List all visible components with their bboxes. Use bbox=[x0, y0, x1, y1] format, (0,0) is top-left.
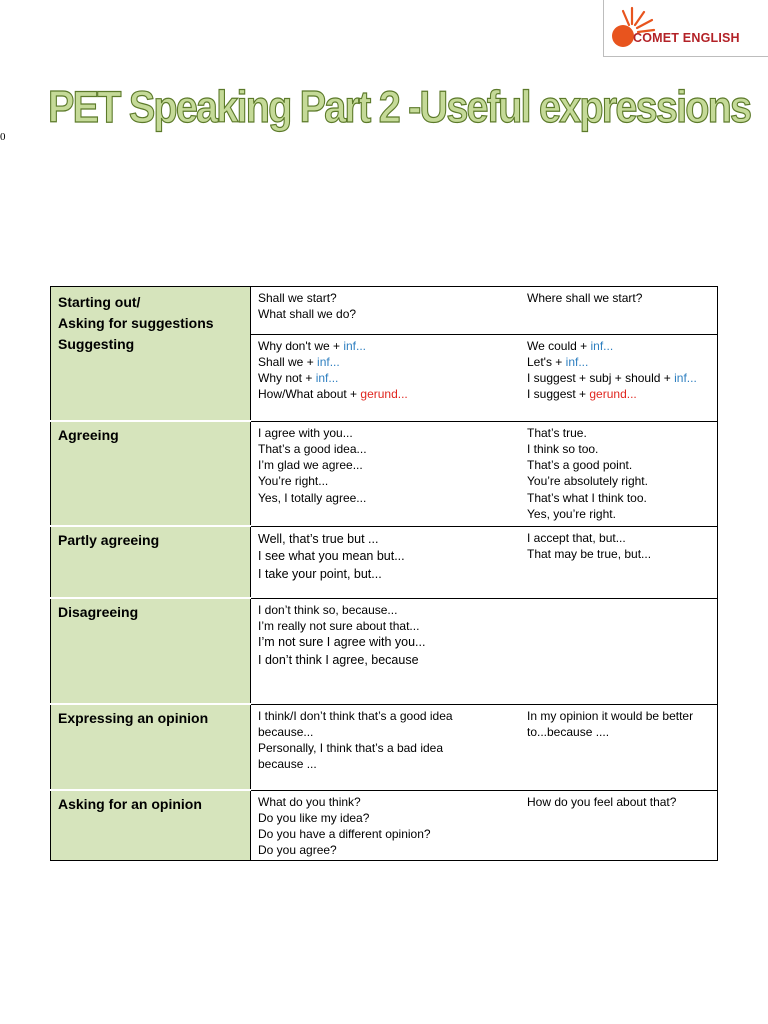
expression bbox=[527, 370, 717, 386]
expression: You’re right... bbox=[258, 474, 329, 489]
expression-text: We could + bbox=[527, 338, 591, 353]
expression: Do you agree? bbox=[258, 843, 337, 858]
expression: I see what you mean but... bbox=[258, 549, 405, 563]
expressions-col1 bbox=[251, 790, 521, 860]
category-cell bbox=[51, 421, 251, 526]
expression-text: How/What about + bbox=[258, 387, 361, 402]
expression: Personally, I think that’s a bad idea bbox=[258, 741, 444, 756]
expressions-col1 bbox=[251, 287, 521, 335]
expression: Do you have a different opinion? bbox=[258, 827, 431, 842]
grammar-tag: inf... bbox=[315, 371, 339, 386]
expressions-col2 bbox=[520, 287, 718, 335]
expressions-col2 bbox=[520, 526, 718, 598]
expression: because... bbox=[258, 724, 314, 739]
expression: Shall we start? bbox=[258, 291, 337, 305]
expression: In my opinion it would be better bbox=[527, 708, 694, 723]
page-title: PET Speaking Part 2 -Useful expressions bbox=[48, 82, 751, 133]
expression: Yes, you’re right. bbox=[527, 506, 616, 521]
expression: I’m really not sure about that... bbox=[258, 618, 420, 633]
grammar-tag: inf... bbox=[343, 338, 367, 353]
expression: I think/I don’t think that’s a good idea bbox=[258, 708, 453, 723]
expression: That’s true. bbox=[527, 425, 587, 440]
expression: I accept that, but... bbox=[527, 530, 626, 545]
expression: How do you feel about that? bbox=[527, 794, 677, 809]
grammar-tag: gerund... bbox=[589, 387, 637, 402]
expressions-col1 bbox=[251, 526, 521, 598]
expression: I’m glad we agree... bbox=[258, 458, 363, 473]
expression bbox=[258, 354, 520, 370]
expression: Yes, I totally agree... bbox=[258, 490, 367, 505]
expression-text: Why not + bbox=[258, 371, 316, 386]
table-row bbox=[51, 598, 718, 704]
table-row bbox=[51, 287, 718, 335]
expression: That’s a good idea... bbox=[258, 441, 367, 456]
category-cell bbox=[51, 334, 251, 421]
category-label: Partly agreeing bbox=[58, 532, 160, 548]
expression: I don’t think I agree, because bbox=[258, 652, 419, 667]
expressions-col2 bbox=[520, 421, 718, 526]
grammar-tag: inf... bbox=[590, 338, 614, 353]
table-row bbox=[51, 334, 718, 421]
expression: That’s what I think too. bbox=[527, 490, 647, 505]
table-row bbox=[51, 526, 718, 598]
margin-mark: 0 bbox=[0, 131, 6, 143]
expression: I take your point, but... bbox=[258, 566, 382, 581]
category-cell bbox=[51, 287, 251, 335]
expression: I don’t think so, because... bbox=[258, 602, 398, 617]
expression: I agree with you... bbox=[258, 425, 353, 440]
expressions-col2 bbox=[520, 334, 718, 421]
expression-text: I suggest + subj + should + bbox=[527, 371, 675, 386]
grammar-tag: inf... bbox=[317, 354, 340, 369]
grammar-tag: gerund... bbox=[360, 387, 408, 402]
category-cell bbox=[51, 598, 251, 704]
expressions-table bbox=[50, 286, 718, 861]
category-label: Disagreeing bbox=[58, 604, 139, 620]
expression: What shall we do? bbox=[258, 307, 357, 322]
expression-text: Shall we + bbox=[258, 354, 318, 369]
expression-text: Why don't we + bbox=[258, 338, 344, 353]
expression: That’s a good point. bbox=[527, 458, 633, 473]
expression bbox=[258, 370, 520, 386]
category-label: Expressing an opinion bbox=[58, 710, 209, 726]
expression: Where shall we start? bbox=[527, 291, 643, 305]
expression bbox=[527, 354, 717, 370]
expression: because ... bbox=[258, 757, 317, 772]
expression: Do you like my idea? bbox=[258, 810, 370, 825]
category-label: Agreeing bbox=[58, 427, 119, 443]
table-row bbox=[51, 421, 718, 526]
category-label: Starting out/ bbox=[58, 294, 141, 310]
category-label-line2: Asking for suggestions bbox=[58, 315, 214, 331]
category-label: Asking for an opinion bbox=[58, 796, 202, 812]
grammar-tag: inf... bbox=[565, 354, 589, 369]
expression: I think so too. bbox=[527, 441, 599, 456]
expressions-col1 bbox=[251, 704, 521, 790]
expression-text: I suggest + bbox=[527, 387, 590, 402]
expression bbox=[527, 338, 717, 354]
expression bbox=[258, 338, 520, 354]
expression: Well, that’s true but ... bbox=[258, 531, 379, 546]
category-cell bbox=[51, 526, 251, 598]
expression: I’m not sure I agree with you... bbox=[258, 635, 426, 650]
comet-english-logo bbox=[603, 0, 768, 57]
expressions-col1 bbox=[251, 334, 521, 421]
expression bbox=[258, 386, 520, 402]
expressions-col2 bbox=[520, 598, 718, 704]
expressions-col1 bbox=[251, 598, 521, 704]
expression: You’re absolutely right. bbox=[527, 474, 648, 489]
expressions-col2 bbox=[520, 790, 718, 860]
expression bbox=[527, 386, 717, 402]
expressions-col1 bbox=[251, 421, 521, 526]
grammar-tag: inf... bbox=[674, 371, 697, 386]
expression-text: Let's + bbox=[527, 354, 566, 369]
table-row bbox=[51, 704, 718, 790]
expressions-col2 bbox=[520, 704, 718, 790]
table-row bbox=[51, 790, 718, 860]
logo-text: COMET ENGLISH bbox=[633, 31, 740, 45]
category-cell bbox=[51, 704, 251, 790]
expression: to...because .... bbox=[527, 724, 610, 739]
category-label: Suggesting bbox=[58, 336, 135, 352]
category-cell bbox=[51, 790, 251, 860]
expression: What do you think? bbox=[258, 794, 361, 809]
expression: That may be true, but... bbox=[527, 546, 652, 561]
